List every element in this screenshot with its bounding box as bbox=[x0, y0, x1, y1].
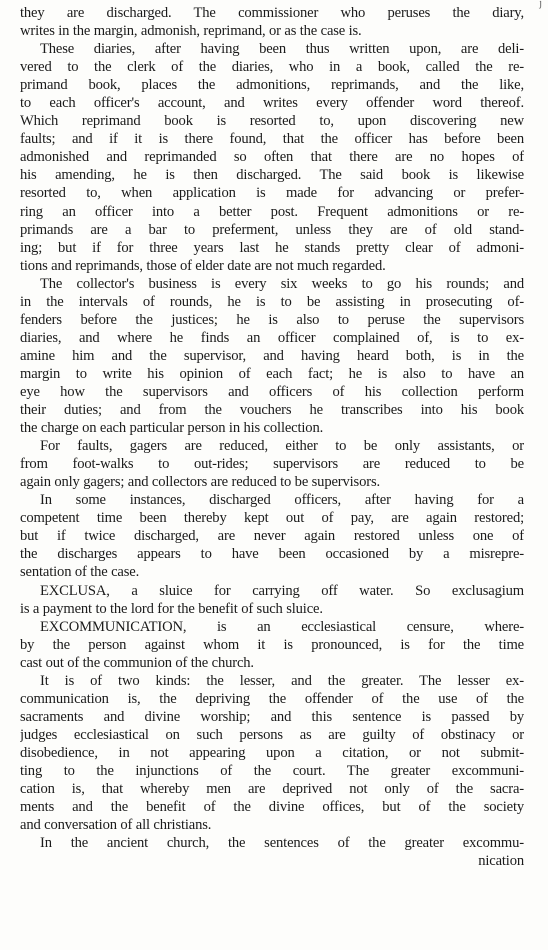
text-line: the discharges appears to have been occasioned by a misrepre- bbox=[20, 546, 524, 563]
text-line: but if twice discharged, are never again restored unless one of bbox=[20, 528, 524, 545]
text-line: and conversation of all christians. bbox=[20, 817, 212, 834]
text-line: is a payment to the lord for the benefit of such sluice. bbox=[20, 600, 323, 617]
text-line: For faults, gagers are reduced, either to be only assistants, or bbox=[40, 438, 524, 455]
text-line: by the person against whom it is pronounced, is for the time bbox=[20, 636, 524, 653]
text-line: It is of two kinds: the lesser, and the greater. The lesser ex- bbox=[40, 672, 524, 689]
text-line: amine him and the supervisor, and having heard both, is in the bbox=[20, 347, 524, 364]
text-line: vered to the clerk of the diaries, who in a book, called the re- bbox=[20, 59, 524, 76]
text-line: ring an officer into a better post. Frequent admonitions or re- bbox=[20, 203, 524, 220]
text-line: cation is, that whereby men are deprived not only of the sacra- bbox=[20, 781, 524, 798]
text-line: sentation of the case. bbox=[20, 564, 140, 581]
text-line: in the intervals of rounds, he is to be assisting in prosecuting of- bbox=[20, 293, 524, 310]
text-line: ting to the injunctions of the court. The greater excommuni- bbox=[20, 762, 524, 779]
text-line: admonished and reprimanded so often that there are no hopes of bbox=[20, 149, 524, 166]
text-body bbox=[20, 4, 524, 870]
text-line: margin to write his opinion of each fact; he is also to have an bbox=[20, 365, 524, 382]
text-line: competent time been thereby kept out of pay, are again restored; bbox=[20, 510, 524, 527]
text-line: Which reprimand book is resorted to, upon discovering new bbox=[20, 113, 524, 130]
text-line: cast out of the communion of the church. bbox=[20, 654, 254, 671]
text-line: primands are a bar to preferment, unless they are of old stand- bbox=[20, 221, 524, 238]
text-line: These diaries, after having been thus written upon, are deli- bbox=[40, 41, 524, 58]
text-line: diaries, and where he finds an officer complained of, is to ex- bbox=[20, 329, 524, 346]
text-line: fenders before the justices; he is also to peruse the supervisors bbox=[20, 311, 524, 328]
text-line: nication bbox=[478, 853, 524, 870]
text-line: tions and reprimands, those of elder date are not much regarded. bbox=[20, 257, 386, 274]
text-line: eye how the supervisors and officers of his collection perform bbox=[20, 383, 524, 400]
corner-mark: j bbox=[539, 0, 542, 9]
text-line: to each officer's account, and writes every offender word thereof. bbox=[20, 95, 524, 112]
text-line: again only gagers; and collectors are reduced to be supervisors. bbox=[20, 474, 380, 491]
text-line: judges ecclesiastical on such persons as are guilty of obstinacy or bbox=[20, 726, 524, 743]
text-line: they are discharged. The commissioner who peruses the diary, bbox=[20, 5, 524, 21]
text-line: the charge on each particular person in his collection. bbox=[20, 420, 324, 437]
text-line: disobedience, in not appearing upon a citation, or not submit- bbox=[20, 744, 524, 761]
text-line: writes in the margin, admonish, reprimand, or as the case is. bbox=[20, 23, 362, 40]
text-line: their duties; and from the vouchers he transcribes into his book bbox=[20, 402, 524, 419]
text-line: sacraments and divine worship; and this sentence is passed by bbox=[20, 708, 524, 725]
text-line: primand book, places the admonitions, reprimands, and the like, bbox=[20, 77, 524, 94]
text-line: In some instances, discharged officers, after having for a bbox=[40, 492, 524, 509]
text-line: ments and the benefit of the divine offices, but of the society bbox=[20, 799, 524, 816]
text-line: communication is, the depriving the offender of the use of the bbox=[20, 690, 524, 707]
text-line: EXCLUSA, a sluice for carrying off water. So exclusagium bbox=[40, 582, 524, 599]
text-line: ing; but if for three years last he stands pretty clear of admoni- bbox=[20, 239, 524, 256]
text-line: faults; and if it is there found, that the officer has before been bbox=[20, 131, 524, 148]
text-line: In the ancient church, the sentences of the greater excommu- bbox=[40, 835, 524, 852]
text-line: The collector's business is every six weeks to go his rounds; and bbox=[40, 275, 524, 292]
text-line: EXCOMMUNICATION, is an ecclesiastical censure, where- bbox=[40, 618, 524, 635]
text-line: resorted to, when application is made for advancing or prefer- bbox=[20, 185, 524, 202]
text-line: from foot-walks to out-rides; supervisors are reduced to be bbox=[20, 456, 524, 473]
text-line: his amending, he is then discharged. The said book is likewise bbox=[20, 167, 524, 184]
